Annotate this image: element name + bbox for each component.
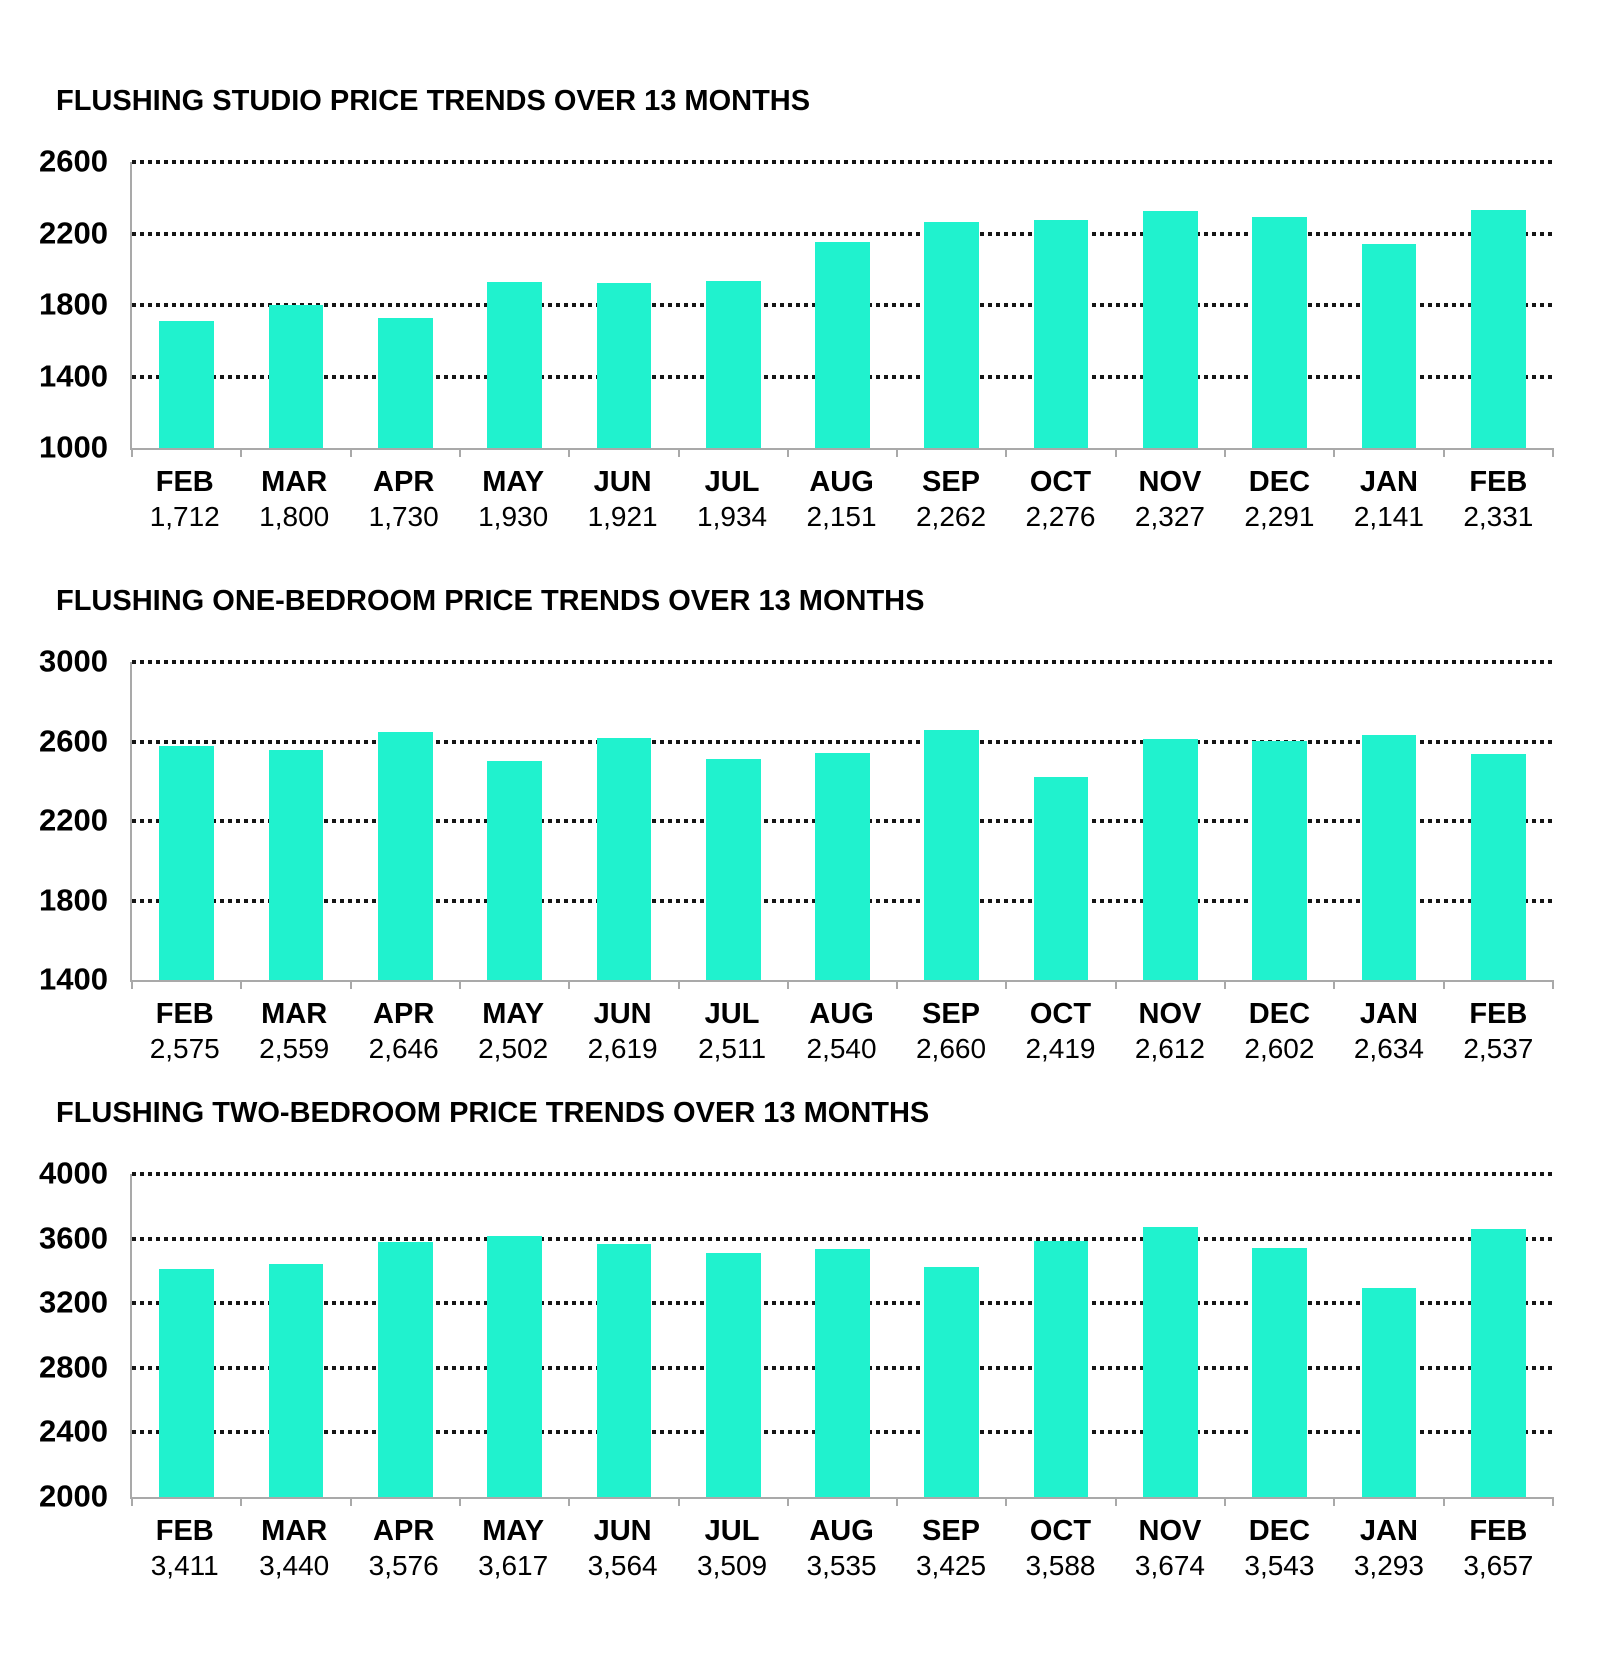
month-label: JUN [593,998,652,1030]
x-axis-cell [787,998,896,1066]
month-label: JAN [1359,466,1418,498]
x-axis-tick [350,448,352,457]
y-axis-label: 2200 [39,802,108,838]
x-axis-cell [349,998,458,1066]
value-label: 2,276 [1025,501,1096,532]
bar [269,305,324,448]
bar [597,1244,652,1497]
x-axis-tick [678,448,680,457]
bar [487,761,542,980]
month-label: JUN [593,466,652,498]
y-axis-label: 3200 [39,1284,108,1320]
value-label: 2,511 [698,1033,767,1064]
y-axis-label: 4000 [39,1155,108,1191]
x-axis-tick [1333,980,1335,989]
value-label: 3,440 [259,1550,330,1581]
x-axis-cell [458,998,567,1066]
value-label: 3,425 [915,1550,987,1581]
x-axis-cell [568,1515,677,1583]
x-axis-tick [1224,448,1226,457]
bar [924,1267,979,1497]
month-label: FEB [1469,466,1528,498]
value-label: 2,331 [1463,501,1534,532]
y-axis-label: 1800 [39,286,108,322]
x-axis-cell [677,466,786,534]
month-label: MAY [482,466,545,498]
x-axis-tick [240,448,242,457]
month-label: APR [373,466,435,498]
x-axis-cell [896,998,1005,1066]
bar [1362,1288,1417,1497]
x-axis-cell [1225,466,1334,534]
x-axis-cell [1444,998,1553,1066]
x-axis-tick [1224,1497,1226,1506]
month-label: FEB [1469,1515,1528,1547]
x-axis-tick [1115,980,1117,989]
value-label: 1,921 [587,501,658,532]
x-axis-tick [1443,448,1445,457]
x-axis-cell [458,1515,567,1583]
x-axis-cell [1225,1515,1334,1583]
month-label: SEP [922,1515,981,1547]
x-axis-tick [678,1497,680,1506]
x-axis-tick [240,1497,242,1506]
chart-title: FLUSHING TWO-BEDROOM PRICE TRENDS OVER 13 MONTHS [56,1097,930,1129]
x-axis-tick [787,980,789,989]
value-label: 2,151 [806,501,877,532]
chart-title: FLUSHING STUDIO PRICE TRENDS OVER 13 MONTHS [56,85,811,117]
y-axis-label: 1400 [39,357,108,393]
plot-wrap [39,643,1553,997]
value-label: 2,540 [806,1033,877,1064]
bar [1252,217,1307,448]
x-axis-cell [677,1515,786,1583]
y-axis-label: 3000 [39,643,108,679]
month-label: DEC [1248,466,1311,498]
x-axis-tick [240,980,242,989]
y-axis-label: 1800 [39,881,108,917]
x-axis-cell [1115,466,1224,534]
x-axis-cell [787,466,896,534]
bar [1471,754,1526,980]
month-label: FEB [155,998,214,1030]
plot-wrap [39,1155,1553,1514]
y-axis-label: 2400 [39,1413,108,1449]
x-axis-tick [131,1497,133,1506]
x-axis-cell [677,998,786,1066]
x-axis-tick [1005,980,1007,989]
y-axis-label: 2000 [39,1478,108,1514]
bar [1471,1229,1526,1497]
month-label: JUL [704,998,760,1030]
month-label: DEC [1248,998,1311,1030]
plot-area [39,643,1553,997]
x-axis-tick [568,448,570,457]
value-label: 3,657 [1463,1550,1534,1581]
value-label: 2,502 [478,1033,549,1064]
value-label: 3,543 [1244,1550,1315,1581]
gridline [132,740,1553,744]
y-axis-label: 2800 [39,1349,108,1385]
x-axis-tick [568,1497,570,1506]
chart-section-one-bedroom [0,584,1600,1066]
month-label: JAN [1359,1515,1418,1547]
y-axis-label: 2600 [39,722,108,758]
x-axis-tick [1333,448,1335,457]
x-axis-tick [787,448,789,457]
x-axis-tick [1115,448,1117,457]
value-label: 3,674 [1134,1550,1205,1581]
x-axis-cell [130,998,239,1066]
month-label: NOV [1138,466,1202,498]
gridline [132,1237,1553,1241]
x-axis-cell [239,998,348,1066]
value-label: 2,646 [368,1033,439,1064]
value-label: 2,262 [915,501,987,532]
month-label: JUL [704,466,760,498]
value-label: 3,617 [478,1550,549,1581]
x-axis-cell [787,1515,896,1583]
bar [1143,211,1198,448]
x-axis-tick [1005,448,1007,457]
y-axis-label: 3600 [39,1219,108,1255]
value-label: 2,575 [149,1033,220,1064]
y-axis-label: 2600 [39,143,108,179]
value-label: 1,934 [697,501,768,532]
x-axis-tick [459,980,461,989]
x-axis-cell [1115,1515,1224,1583]
bar [815,1249,870,1497]
month-label: AUG [809,466,874,498]
month-label: JAN [1359,998,1418,1030]
x-axis-cell [568,466,677,534]
month-label: AUG [809,1515,874,1547]
x-axis-tick [350,1497,352,1506]
chart-section-studio [0,84,1600,534]
month-label: FEB [1469,998,1528,1030]
bar [1252,1248,1307,1497]
value-label: 3,535 [806,1550,877,1581]
month-label: SEP [922,466,981,498]
x-axis-tick [131,980,133,989]
value-label: 2,327 [1134,501,1205,532]
x-axis-cell [1006,1515,1115,1583]
y-axis-label: 2200 [39,214,108,250]
month-label: AUG [809,998,874,1030]
value-label: 2,619 [587,1033,658,1064]
gridline [132,660,1553,664]
bar [487,282,542,448]
x-axis-cell [1006,466,1115,534]
x-axis-tick [568,980,570,989]
x-axis-tick [896,448,898,457]
x-axis-cell [239,1515,348,1583]
bar [815,242,870,448]
month-label: NOV [1138,1515,1202,1547]
value-label: 2,291 [1244,501,1315,532]
x-axis-cell [1115,998,1224,1066]
bar [1252,741,1307,980]
x-axis-tick [678,980,680,989]
bar [159,1269,214,1497]
bar [706,281,761,448]
bar [924,730,979,980]
x-axis-tick [1224,980,1226,989]
bar [597,283,652,448]
bar [815,753,870,980]
x-axis-tick [1005,1497,1007,1506]
bar [487,1236,542,1497]
x-axis-cell [130,1515,239,1583]
value-label: 2,660 [915,1033,987,1064]
value-label: 2,612 [1134,1033,1205,1064]
x-axis-tick [1333,1497,1335,1506]
value-label: 1,800 [259,501,330,532]
x-axis-cell [1334,466,1443,534]
x-axis-labels [130,998,1553,1066]
value-label: 2,634 [1353,1033,1424,1064]
month-label: FEB [155,1515,214,1547]
month-label: OCT [1029,1515,1092,1547]
month-label: MAR [261,998,328,1030]
value-label: 3,293 [1353,1550,1424,1581]
x-axis-cell [130,466,239,534]
y-axis-label: 1400 [39,961,108,997]
plot-wrap [39,143,1553,465]
bar [1034,1241,1089,1497]
bar [1034,777,1089,980]
x-axis-tick [459,448,461,457]
x-axis-labels [130,1515,1553,1583]
x-axis-cell [1334,1515,1443,1583]
value-label: 3,509 [697,1550,768,1581]
x-axis-cell [896,1515,1005,1583]
bar [1034,220,1089,448]
month-label: MAY [482,1515,545,1547]
bar [159,746,214,980]
value-label: 1,730 [368,501,439,532]
month-label: JUL [704,1515,760,1547]
x-axis-tick [1443,980,1445,989]
month-label: MAR [261,466,328,498]
x-axis-cell [458,466,567,534]
month-label: FEB [155,466,214,498]
value-label: 2,537 [1463,1033,1534,1064]
month-label: SEP [922,998,981,1030]
month-label: MAY [482,998,545,1030]
x-axis-tick [896,980,898,989]
month-label: OCT [1029,466,1092,498]
bar [269,1264,324,1497]
x-axis-labels [130,466,1553,534]
x-axis-cell [1444,466,1553,534]
bar [597,738,652,980]
value-label: 2,419 [1025,1033,1096,1064]
value-label: 3,564 [587,1550,658,1581]
x-axis-cell [1444,1515,1553,1583]
x-axis-tick [1115,1497,1117,1506]
x-axis-cell [1334,998,1443,1066]
y-axis-label: 1000 [39,429,108,465]
x-axis-tick [350,980,352,989]
gridline [132,1172,1553,1176]
value-label: 1,712 [149,501,220,532]
value-label: 3,411 [150,1550,219,1581]
month-label: MAR [261,1515,328,1547]
bar [378,732,433,980]
month-label: JUN [593,1515,652,1547]
month-label: OCT [1029,998,1092,1030]
chart-section-two-bedroom [0,1096,1600,1583]
bar [1143,739,1198,980]
month-label: APR [373,998,435,1030]
gridline [132,160,1553,164]
x-axis-tick [1552,1497,1554,1506]
bar [1362,735,1417,980]
x-axis-cell [896,466,1005,534]
value-label: 2,141 [1353,501,1424,532]
x-axis-tick [787,1497,789,1506]
chart-title: FLUSHING ONE-BEDROOM PRICE TRENDS OVER 13 MONTHS [56,585,925,617]
x-axis-tick [896,1497,898,1506]
plot-area [39,1155,1553,1514]
bar [1362,244,1417,448]
month-label: DEC [1248,1515,1311,1547]
x-axis-cell [239,466,348,534]
value-label: 2,602 [1244,1033,1315,1064]
bar [924,222,979,448]
bar [706,759,761,980]
x-axis-tick [1552,980,1554,989]
x-axis-tick [1443,1497,1445,1506]
x-axis-tick [459,1497,461,1506]
x-axis-cell [1225,998,1334,1066]
bar [1471,210,1526,448]
x-axis-cell [349,466,458,534]
gridline [132,232,1553,236]
month-label: NOV [1138,998,1202,1030]
x-axis-cell [349,1515,458,1583]
x-axis-tick [1552,448,1554,457]
x-axis-cell [1006,998,1115,1066]
bar [378,318,433,448]
value-label: 2,559 [259,1033,330,1064]
value-label: 3,576 [368,1550,439,1581]
plot-area [39,143,1553,465]
bar [269,750,324,980]
value-label: 1,930 [478,501,549,532]
x-axis-tick [131,448,133,457]
bar [159,321,214,448]
x-axis-cell [568,998,677,1066]
month-label: APR [373,1515,435,1547]
bar [378,1242,433,1497]
bar [1143,1227,1198,1497]
bar [706,1253,761,1497]
value-label: 3,588 [1025,1550,1096,1581]
